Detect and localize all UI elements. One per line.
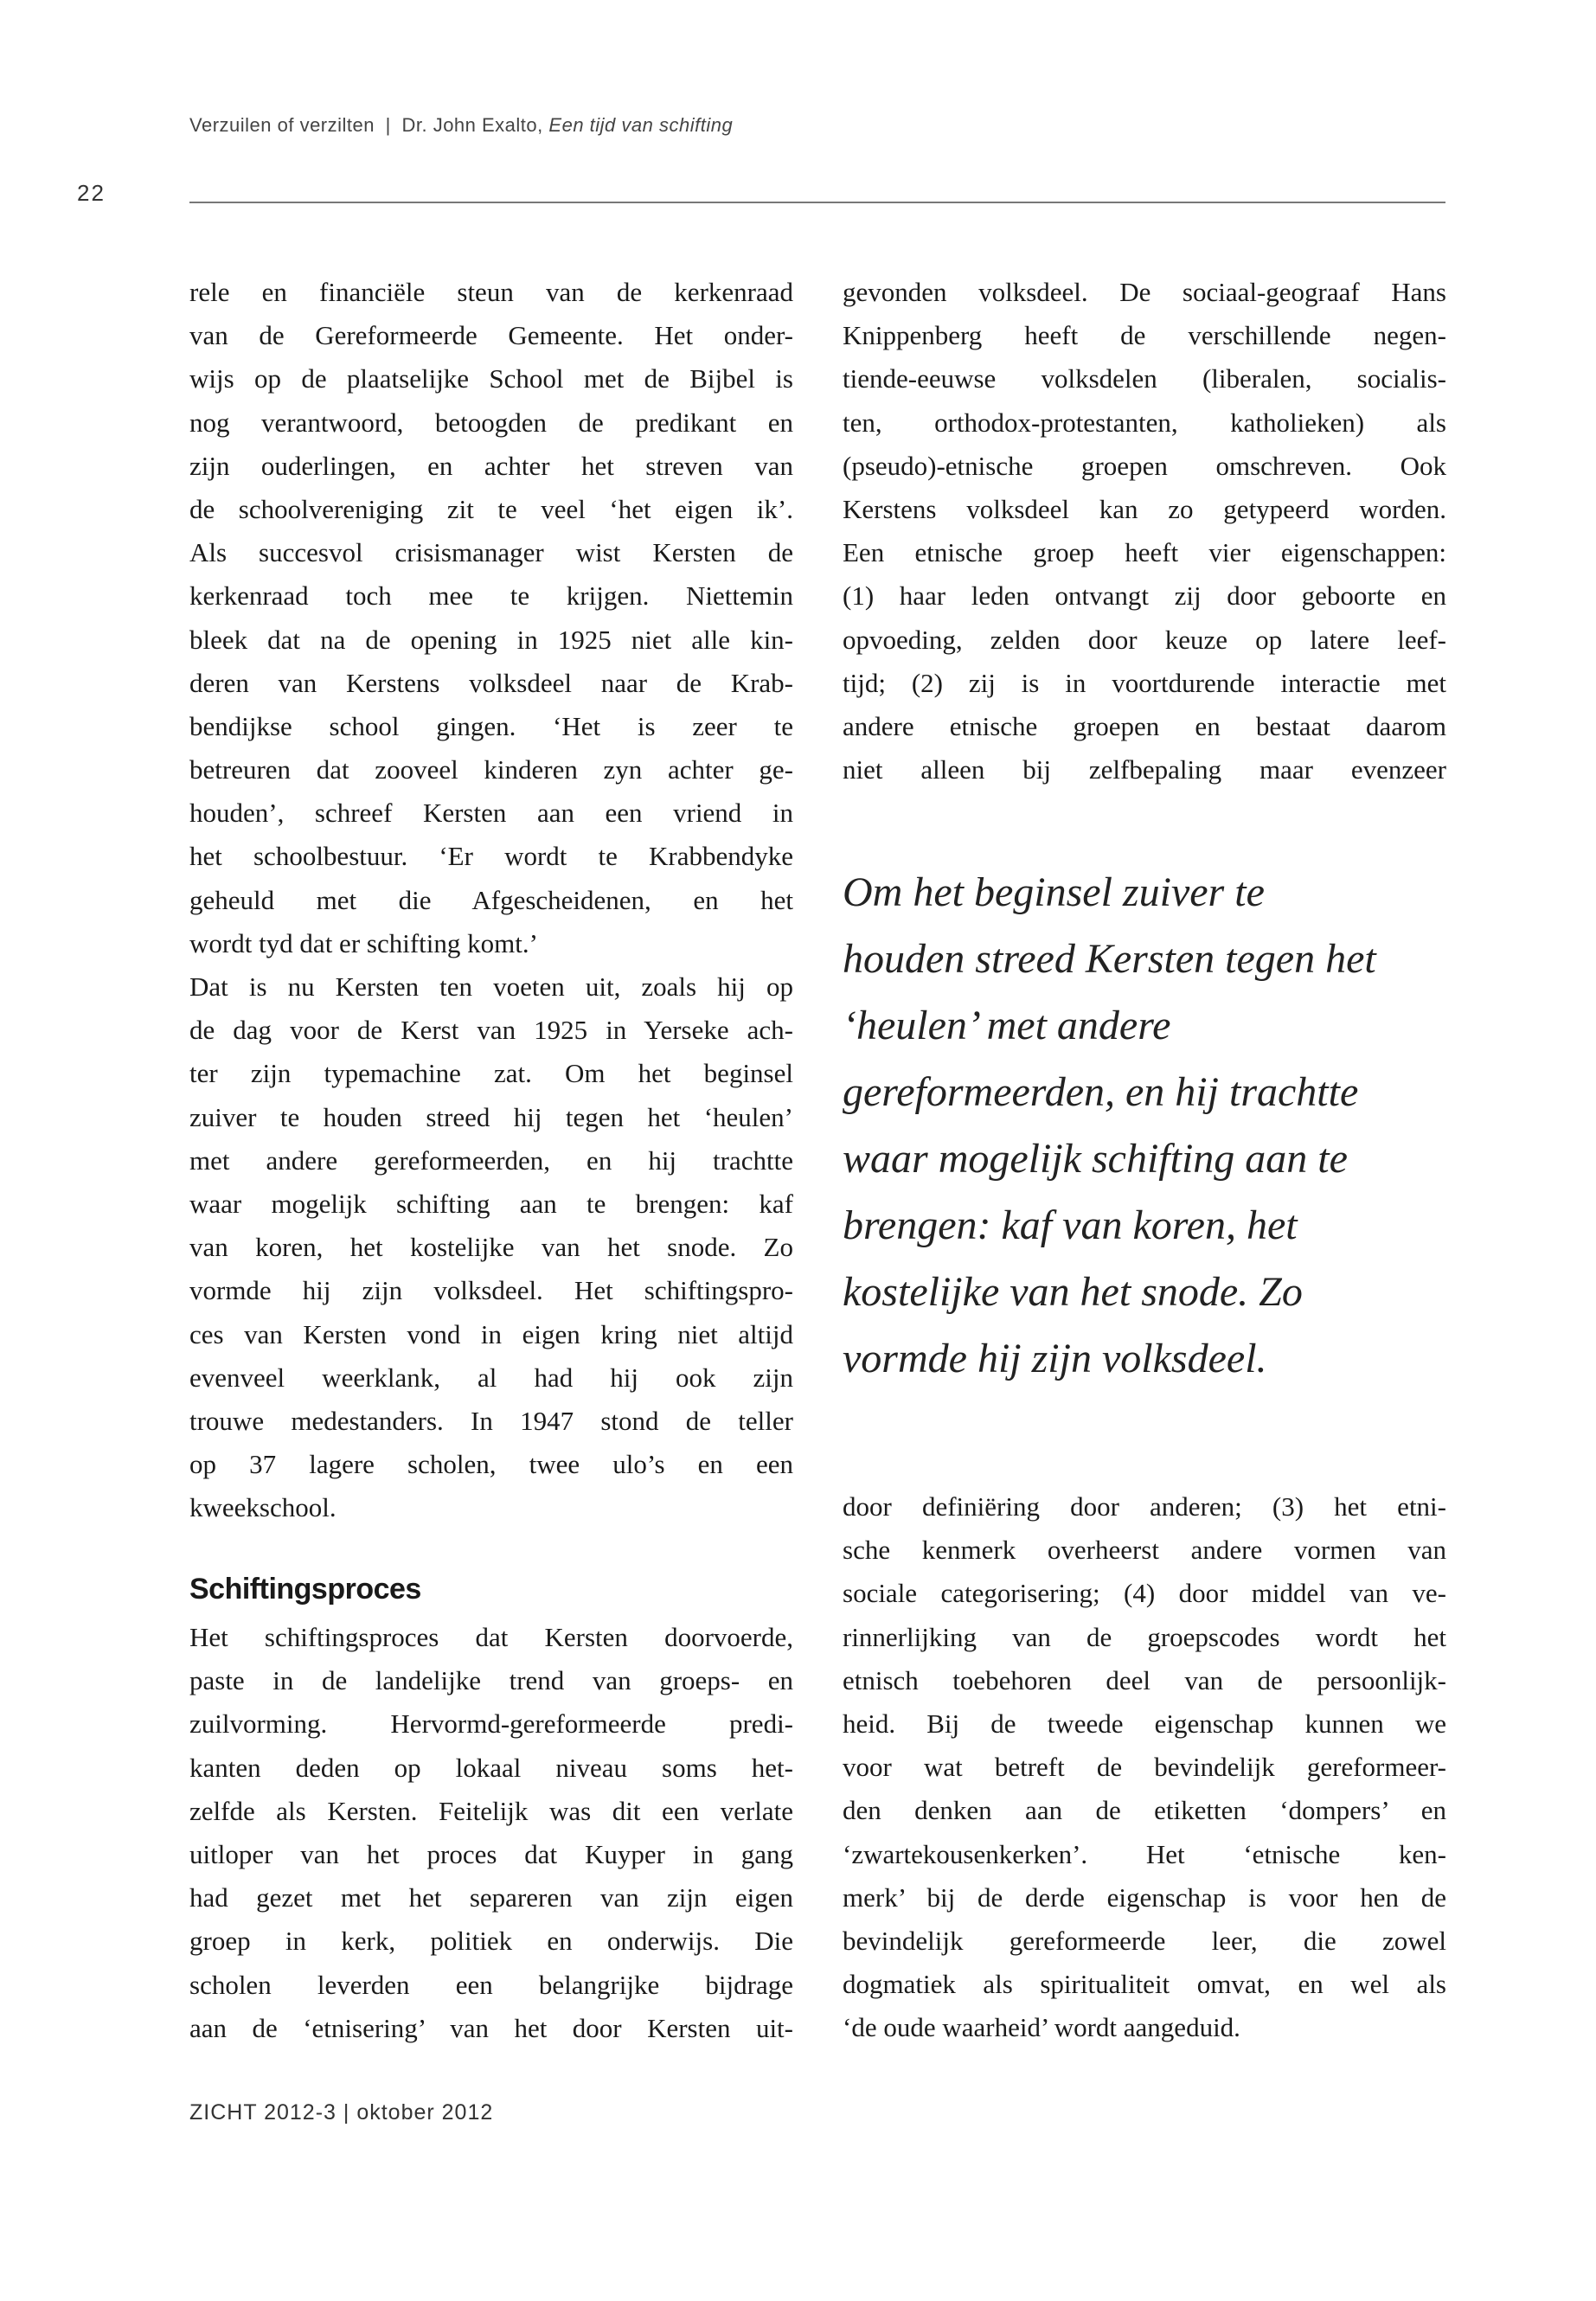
text-line: rele en financiële steun van de kerkenraad: [189, 277, 793, 307]
text-line: van koren, het kostelijke van het snode. Zo: [189, 1232, 793, 1263]
header-rule: [189, 202, 1445, 203]
text-line: tijd; (2) zij is in voortdurende interactie met: [843, 667, 1446, 698]
text-line: scholen leverden een belangrijke bijdrage: [189, 1969, 793, 2000]
left-column-block-2: [189, 1616, 793, 2050]
pull-quote-line: waar mogelijk schifting aan te: [843, 1136, 1348, 1182]
pull-quote-line: ‘heulen’ met andere: [843, 1003, 1171, 1048]
text-line: met andere gereformeerden, en hij trachtte: [189, 1144, 793, 1176]
text-line: uitloper van het proces dat Kuyper in gang: [189, 1838, 793, 1869]
section-heading: Schiftingsproces: [189, 1573, 421, 1606]
text-line: opvoeding, zelden door keuze op latere leef-: [843, 624, 1446, 655]
text-line: groep in kerk, politiek en onderwijs. Die: [189, 1926, 793, 1957]
text-line: (pseudo)-etnische groepen omschreven. Ook: [843, 450, 1446, 481]
running-title: Verzuilen of verzilten: [189, 114, 375, 136]
pull-quote-line: gereformeerden, en hij trachtte: [843, 1069, 1359, 1115]
left-column-block-1: [189, 271, 793, 1529]
text-line: andere etnische groepen en bestaat daarom: [843, 710, 1446, 741]
text-line: evenveel weerklank, al had hij ook zijn: [189, 1362, 793, 1393]
author: Dr. John Exalto,: [401, 114, 543, 136]
text-line: ‘zwartekousenkerken’. Het ‘etnische ken-: [843, 1838, 1446, 1869]
text-line: door definiëring door anderen; (3) het etni-: [843, 1491, 1446, 1522]
text-line: tiende-eeuwse volksdelen (liberalen, socialis-: [843, 363, 1446, 394]
text-line: op 37 lagere scholen, twee ulo’s en een: [189, 1449, 793, 1480]
text-line: bevindelijk gereformeerde leer, die zowel: [843, 1925, 1446, 1956]
text-line: van de Gereformeerde Gemeente. Het onder-: [189, 320, 793, 351]
text-line: had gezet met het separeren van zijn eigen: [189, 1882, 793, 1913]
pull-quote-line: Om het beginsel zuiver te: [843, 869, 1265, 915]
text-line: ten, orthodox-protestanten, katholieken) als: [843, 407, 1446, 438]
text-line: de dag voor de Kerst van 1925 in Yerseke ach-: [189, 1015, 793, 1046]
text-line: wijs op de plaatselijke School met de Bijbel is: [189, 363, 793, 394]
text-line: bleek dat na de opening in 1925 niet alle kin-: [189, 624, 793, 655]
text-line: waar mogelijk schifting aan te brengen: kaf: [189, 1188, 793, 1219]
right-column-block-2: [843, 1485, 1446, 2049]
text-line: Knippenberg heeft de verschillende negen-: [843, 320, 1446, 351]
page-number: 22: [77, 180, 106, 206]
right-column-block-1: [843, 271, 1446, 792]
text-line: kerkenraad toch mee te krijgen. Niettemin: [189, 580, 793, 612]
text-line: Als succesvol crisismanager wist Kersten de: [189, 537, 793, 568]
text-line: betreuren dat zooveel kinderen zyn achter ge-: [189, 754, 793, 785]
text-line: bendijkse school gingen. ‘Het is zeer te: [189, 710, 793, 741]
text-line: ces van Kersten vond in eigen kring niet altijd: [189, 1318, 793, 1349]
text-line: aan de ‘etnisering’ van het door Kersten uit-: [189, 2012, 793, 2043]
text-line: de schoolvereniging zit te veel ‘het eigen ik’.: [189, 493, 793, 524]
pull-quote-line: houden streed Kersten tegen het: [843, 936, 1376, 982]
text-line: (1) haar leden ontvangt zij door geboorte en: [843, 580, 1446, 612]
text-line: voor wat betreft de bevindelijk gereformeer-: [843, 1752, 1446, 1783]
text-line: sociale categorisering; (4) door middel van ve-: [843, 1578, 1446, 1609]
running-header: [189, 114, 733, 137]
text-line: houden’, schreef Kersten aan een vriend in: [189, 798, 793, 829]
text-line: Het schiftingsproces dat Kersten doorvoerde,: [189, 1622, 793, 1652]
text-line: paste in de landelijke trend van groeps- en: [189, 1665, 793, 1696]
text-line: dogmatiek als spiritualiteit omvat, en wel als: [843, 1969, 1446, 2000]
text-line: den denken aan de etiketten ‘dompers’ en: [843, 1795, 1446, 1826]
text-line: zuiver te houden streed hij tegen het ‘heulen’: [189, 1101, 793, 1132]
text-line: het schoolbestuur. ‘Er wordt te Krabbendyke: [189, 841, 793, 872]
text-line: nog verantwoord, betoogden de predikant en: [189, 407, 793, 438]
text-line: wordt tyd dat er schifting komt.’: [189, 927, 538, 958]
text-line: heid. Bij de tweede eigenschap kunnen we: [843, 1708, 1446, 1739]
text-line: gevonden volksdeel. De sociaal-geograaf Hans: [843, 277, 1446, 307]
text-line: niet alleen bij zelfbepaling maar evenzeer: [843, 754, 1446, 785]
text-line: vormde hij zijn volksdeel. Het schiftingspro-: [189, 1275, 793, 1306]
text-line: rinnerlijking van de groepscodes wordt het: [843, 1621, 1446, 1652]
text-line: kweekschool.: [189, 1492, 337, 1523]
pull-quote-line: vormde hij zijn volksdeel.: [843, 1336, 1267, 1381]
article-title: Een tijd van schifting: [548, 114, 734, 136]
text-line: zelfde als Kersten. Feitelijk was dit een verlate: [189, 1795, 793, 1826]
text-line: ‘de oude waarheid’ wordt aangeduid.: [843, 2012, 1240, 2043]
text-line: zuilvorming. Hervormd-gereformeerde predi-: [189, 1708, 793, 1740]
pull-quote: [843, 859, 1465, 1392]
text-line: Een etnische groep heeft vier eigenschappen:: [843, 537, 1446, 568]
text-line: zijn ouderlingen, en achter het streven van: [189, 450, 793, 481]
text-line: merk’ bij de derde eigenschap is voor hen de: [843, 1881, 1446, 1913]
footer: ZICHT 2012-3 | oktober 2012: [189, 2100, 494, 2125]
pull-quote-line: brengen: kaf van koren, het: [843, 1202, 1298, 1248]
header-separator: |: [385, 114, 391, 136]
text-line: geheuld met die Afgescheidenen, en het: [189, 884, 793, 915]
text-line: deren van Kerstens volksdeel naar de Krab-: [189, 667, 793, 698]
text-line: trouwe medestanders. In 1947 stond de teller: [189, 1405, 793, 1436]
text-line: sche kenmerk overheerst andere vormen van: [843, 1535, 1446, 1566]
text-line: Dat is nu Kersten ten voeten uit, zoals hij op: [189, 971, 793, 1002]
text-line: Kerstens volksdeel kan zo getypeerd worden.: [843, 493, 1446, 524]
text-line: etnisch toebehoren deel van de persoonlijk-: [843, 1664, 1446, 1695]
text-line: ter zijn typemachine zat. Om het beginsel: [189, 1058, 793, 1089]
pull-quote-line: kostelijke van het snode. Zo: [843, 1269, 1303, 1315]
text-line: kanten deden op lokaal niveau soms het-: [189, 1752, 793, 1783]
